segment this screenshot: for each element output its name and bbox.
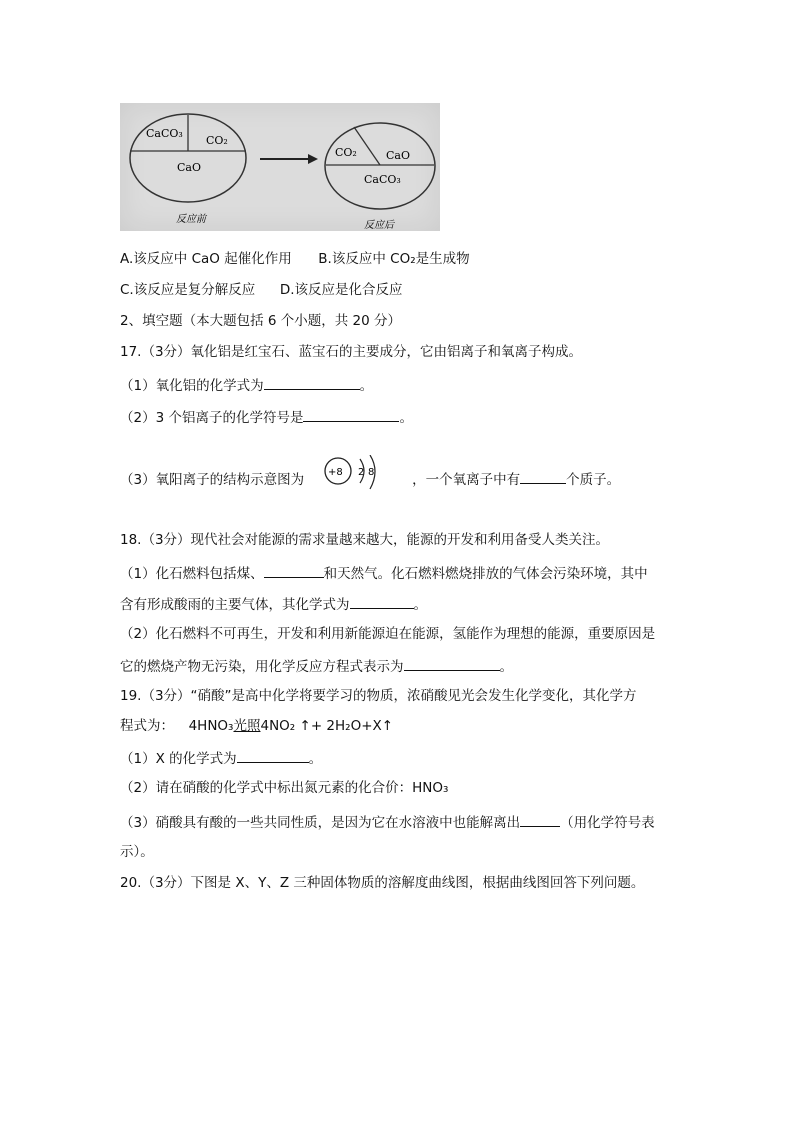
q17-part1 bbox=[120, 375, 373, 395]
q19-stem-line2 bbox=[120, 717, 393, 735]
q18-p2-text-b: 它的燃烧产物无污染，用化学反应方程式表示为 bbox=[120, 659, 404, 675]
q19-p3-text-a: （3）硝酸具有酸的一些共同性质，是因为它在水溶液中也能解离出 bbox=[120, 815, 521, 831]
options-row-1 bbox=[120, 250, 470, 268]
shell-2-count: 8 bbox=[368, 467, 375, 478]
q19-stem-text-b: 程式为： bbox=[120, 718, 174, 734]
q18-part2-line1: （2）化石燃料不可再生，开发和利用新能源迫在能源，氢能作为理想的能源，重要原因是 bbox=[120, 626, 656, 642]
reaction-diagram bbox=[120, 103, 440, 231]
after-label-co2: CO₂ bbox=[335, 146, 357, 159]
oxygen-ion-structure bbox=[322, 455, 384, 495]
q18-p1-text-a: （1）化石燃料包括煤、 bbox=[120, 566, 264, 582]
q19-part3-line1 bbox=[120, 812, 655, 832]
before-label-caco3: CaCO₃ bbox=[146, 127, 183, 140]
q17-part2 bbox=[120, 407, 413, 427]
q18-p1-blank1[interactable] bbox=[264, 563, 324, 578]
q20-stem: 20.（3分）下图是 X、Y、Z 三种固体物质的溶解度曲线图，根据曲线图回答下列问题。 bbox=[120, 875, 645, 891]
q17-p1-blank[interactable] bbox=[264, 375, 360, 390]
q18-p1-text-d: 。 bbox=[413, 597, 427, 613]
reaction-diagram-svg bbox=[120, 103, 440, 231]
q17-p3-text-c: 个质子。 bbox=[566, 472, 621, 488]
q18-p2-blank[interactable] bbox=[404, 656, 500, 671]
after-circle bbox=[325, 123, 435, 209]
q17-p1-text: （1）氧化铝的化学式为 bbox=[120, 378, 264, 394]
q17-stem: 17.（3分）氧化铝是红宝石、蓝宝石的主要成分，它由铝离子和氧离子构成。 bbox=[120, 344, 583, 360]
atom-svg bbox=[322, 455, 384, 495]
q19-p3-text-b: （用化学符号表 bbox=[560, 815, 655, 831]
q18-p1-blank2[interactable] bbox=[350, 594, 414, 609]
q19-part1 bbox=[120, 748, 322, 768]
q17-p3-blank[interactable] bbox=[520, 469, 566, 484]
arrow-head bbox=[308, 154, 318, 164]
q18-stem: 18.（3分）现代社会对能源的需求量越来越大，能源的开发和利用备受人类关注。 bbox=[120, 532, 610, 548]
q19-stem-line1: 19.（3分）“硝酸”是高中化学将要学习的物质，浓硝酸见光会发生化学变化，其化学方 bbox=[120, 688, 637, 704]
q19-eq-left: 4HNO₃ bbox=[188, 718, 234, 734]
options-row-2 bbox=[120, 281, 403, 299]
q19-p1-text: （1）X 的化学式为 bbox=[120, 751, 237, 767]
q18-part1-line1 bbox=[120, 563, 648, 583]
option-a: A.该反应中 CaO 起催化作用 bbox=[120, 251, 292, 267]
option-c: C.该反应是复分解反应 bbox=[120, 282, 256, 298]
shell-1-count: 2 bbox=[358, 467, 365, 478]
q17-p2-blank[interactable] bbox=[303, 407, 399, 422]
section-heading: 2、填空题（本大题包括 6 个小题，共 20 分） bbox=[120, 313, 402, 329]
q17-p2-text: （2）3 个铝离子的化学符号是 bbox=[120, 410, 304, 426]
q18-p2-text-c: 。 bbox=[499, 659, 513, 675]
q18-p1-text-c: 含有形成酸雨的主要气体，其化学式为 bbox=[120, 597, 350, 613]
q19-p1-blank[interactable] bbox=[237, 748, 309, 763]
q19-eq-condition: 光照 bbox=[233, 718, 261, 734]
nucleus-charge: +8 bbox=[328, 467, 343, 478]
before-caption: 反应前 bbox=[176, 214, 206, 225]
after-label-caco3: CaCO₃ bbox=[364, 173, 401, 186]
q19-eq-right: 4NO₂ ↑+ 2H₂O+X↑ bbox=[260, 718, 394, 734]
q19-p3-blank[interactable] bbox=[520, 812, 560, 827]
q17-p3-text-a: （3）氧阳离子的结构示意图为 bbox=[120, 472, 305, 488]
after-label-cao: CaO bbox=[386, 149, 410, 162]
q18-part2-line2 bbox=[120, 656, 513, 676]
q19-p1-end: 。 bbox=[308, 751, 323, 767]
option-d: D.该反应是化合反应 bbox=[279, 282, 403, 298]
q19-part2: （2）请在硝酸的化学式中标出氮元素的化合价：HNO₃ bbox=[120, 780, 449, 796]
option-b: B.该反应中 CO₂是生成物 bbox=[318, 251, 470, 267]
q18-part1-line2 bbox=[120, 594, 427, 614]
q19-part3-line2: 示）。 bbox=[120, 844, 154, 860]
q17-p3-text-b: ，一个氧离子中有 bbox=[412, 472, 521, 488]
q17-p2-end: 。 bbox=[399, 410, 413, 426]
before-label-cao: CaO bbox=[177, 161, 201, 174]
q18-p1-text-b: 和天然气。化石燃料燃烧排放的气体会污染环境，其中 bbox=[323, 566, 648, 582]
before-label-co2: CO₂ bbox=[206, 134, 228, 147]
after-slant bbox=[354, 127, 380, 165]
after-caption: 反应后 bbox=[364, 220, 394, 231]
q17-p1-end: 。 bbox=[359, 378, 374, 394]
